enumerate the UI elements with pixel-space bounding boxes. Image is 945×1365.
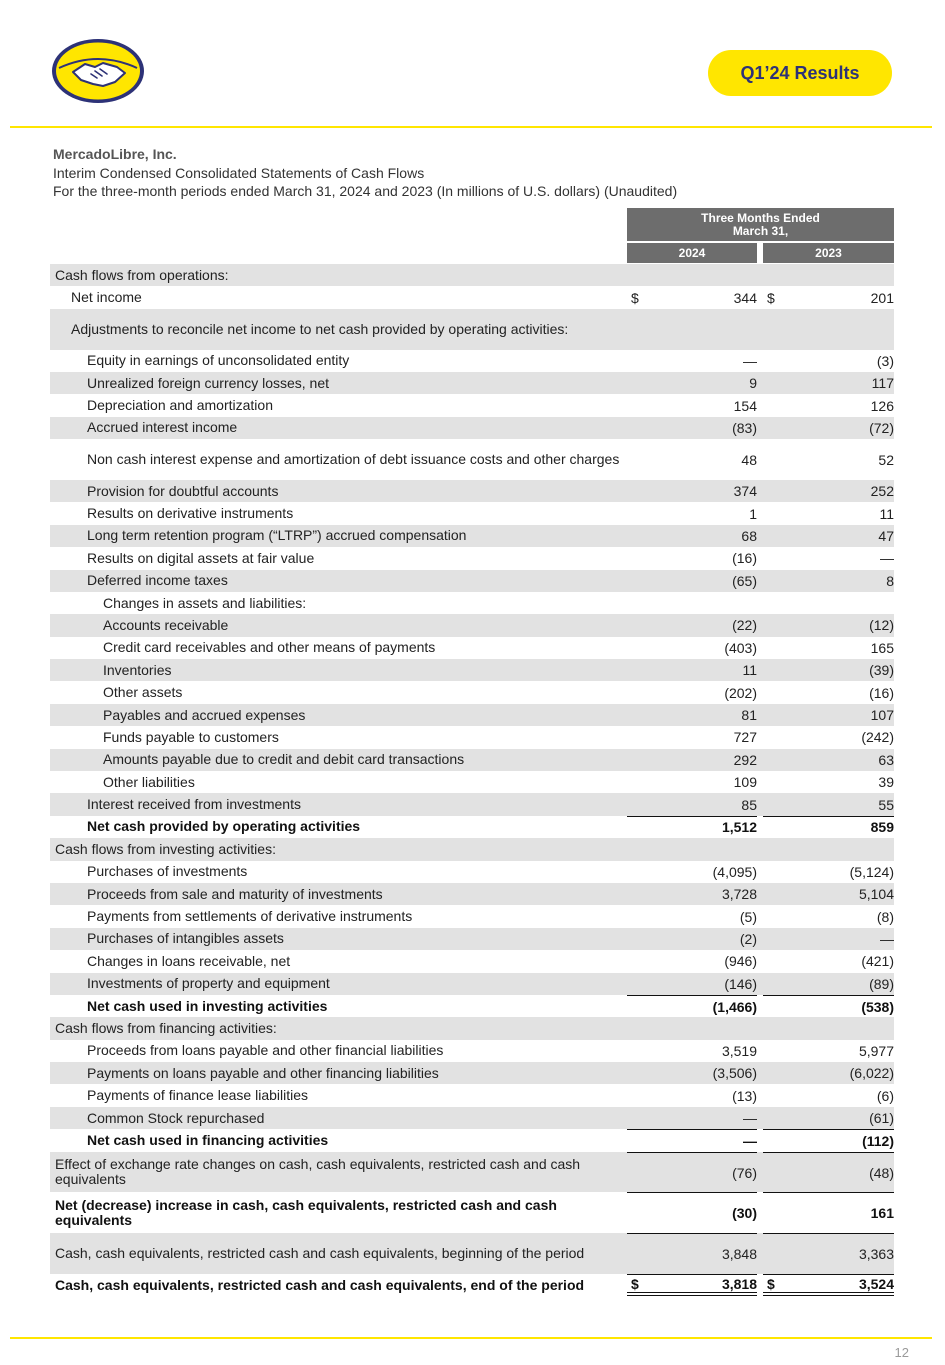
- value-2023-cell: [763, 883, 894, 905]
- value-2024: 48: [741, 451, 757, 468]
- value-2023: 252: [870, 483, 894, 500]
- row-label: Common Stock repurchased: [87, 1109, 265, 1126]
- value-2023-cell: [763, 905, 894, 927]
- value-2024: 1: [749, 505, 757, 522]
- value-2024-cell: [627, 838, 757, 860]
- value-2023-cell: [763, 950, 894, 972]
- value-2024-cell: [627, 883, 757, 905]
- table-row: [50, 771, 894, 793]
- table-row: [50, 1017, 894, 1039]
- row-label: Purchases of investments: [87, 863, 248, 880]
- value-2023: 52: [878, 451, 894, 468]
- value-2024-cell: [627, 637, 757, 659]
- currency-symbol: $: [631, 289, 639, 306]
- value-2024: (13): [732, 1087, 757, 1104]
- value-2023-cell: [763, 749, 894, 771]
- table-row: [50, 883, 894, 905]
- value-2023: (242): [861, 729, 894, 746]
- value-2024-cell: [627, 659, 757, 681]
- value-2024: 109: [733, 774, 757, 791]
- currency-symbol: $: [631, 1275, 639, 1292]
- table-row: [50, 973, 894, 995]
- value-2023: —: [880, 550, 894, 567]
- value-2023: (61): [869, 1110, 894, 1127]
- value-2024: —: [743, 1110, 757, 1127]
- row-label: Amounts payable due to credit and debit card transactions: [103, 751, 465, 768]
- value-2023-cell: [763, 816, 894, 838]
- year-2024-header: 2024: [627, 243, 757, 263]
- value-2023-cell: [763, 973, 894, 995]
- row-label: Cash, cash equivalents, restricted cash and cash equivalents, beginning of the period: [55, 1245, 585, 1262]
- value-2024-cell: [627, 547, 757, 569]
- value-2024-cell: [627, 525, 757, 547]
- period-line-2: March 31,: [732, 223, 789, 238]
- value-2023-cell: [763, 1192, 894, 1233]
- row-label: Cash flows from financing activities:: [55, 1020, 277, 1036]
- value-2024-cell: [627, 592, 757, 614]
- table-row: [50, 394, 894, 416]
- row-label: Long term retention program (“LTRP”) accrued compensation: [87, 527, 467, 544]
- row-label: Net income: [71, 289, 142, 306]
- mercadolibre-logo: [51, 38, 145, 104]
- table-row: [50, 502, 894, 524]
- table-row: [50, 726, 894, 748]
- value-2024-cell: [627, 614, 757, 636]
- table-row: [50, 950, 894, 972]
- value-2024-cell: [627, 905, 757, 927]
- currency-symbol: $: [767, 289, 775, 306]
- row-label: Proceeds from loans payable and other financial liabilities: [87, 1042, 444, 1059]
- value-2023: 107: [870, 707, 894, 724]
- value-2024-cell: [627, 309, 757, 350]
- row-label: Payments from settlements of derivative instruments: [87, 908, 413, 925]
- value-2023: (6,022): [849, 1065, 894, 1082]
- value-2023-cell: [763, 861, 894, 883]
- table-row: [50, 861, 894, 883]
- value-2024: 1,512: [721, 819, 757, 836]
- value-2023-cell: [763, 372, 894, 394]
- value-2024-cell: [627, 1233, 757, 1274]
- table-row: [50, 1040, 894, 1062]
- value-2023-cell: [763, 659, 894, 681]
- table-row: [50, 749, 894, 771]
- value-2024-cell: [627, 771, 757, 793]
- value-2024-cell: [627, 749, 757, 771]
- value-2023: 165: [870, 639, 894, 656]
- value-2024: (2): [739, 930, 757, 947]
- value-2024: (146): [724, 975, 757, 992]
- value-2023: (5,124): [849, 863, 894, 880]
- value-2023-cell: [763, 637, 894, 659]
- value-2023-cell: [763, 1107, 894, 1129]
- value-2024: (202): [724, 684, 757, 701]
- value-2024: 344: [733, 289, 757, 306]
- value-2023: 859: [870, 819, 894, 836]
- value-2023: (8): [876, 908, 894, 925]
- row-label: Credit card receivables and other means of payments: [103, 639, 436, 656]
- value-2024-cell: [627, 681, 757, 703]
- value-2023: 3,363: [858, 1246, 894, 1263]
- row-label: Results on derivative instruments: [87, 505, 294, 522]
- value-2023-cell: [763, 525, 894, 547]
- row-label: Changes in loans receivable, net: [87, 952, 291, 969]
- row-label: Results on digital assets at fair value: [87, 549, 315, 566]
- value-2023: (12): [869, 617, 894, 634]
- row-label: Funds payable to customers: [103, 728, 279, 745]
- value-2023: 63: [878, 751, 894, 768]
- value-2023-cell: [763, 570, 894, 592]
- row-label: Payments of finance lease liabilities: [87, 1087, 309, 1104]
- value-2024: 81: [741, 707, 757, 724]
- value-2023: (89): [869, 975, 894, 992]
- value-2024-cell: [627, 1040, 757, 1062]
- row-label: Accounts receivable: [103, 616, 229, 633]
- value-2023: (48): [869, 1164, 894, 1181]
- row-label: Adjustments to reconcile net income to net cash provided by operating activities:: [71, 320, 569, 337]
- value-2023-cell: [763, 681, 894, 703]
- value-2024: 727: [733, 729, 757, 746]
- value-2023-cell: [763, 928, 894, 950]
- value-2023-cell: [763, 417, 894, 439]
- page-number: 12: [894, 1345, 909, 1360]
- table-row: [50, 309, 894, 350]
- value-2024: (76): [732, 1164, 757, 1181]
- value-2023-cell: [763, 1233, 894, 1274]
- value-2023: (39): [869, 662, 894, 679]
- value-2023: (421): [861, 953, 894, 970]
- row-label: Payments on loans payable and other financing liabilities: [87, 1064, 439, 1081]
- value-2023: 11: [879, 505, 894, 522]
- row-label: Equity in earnings of unconsolidated entity: [87, 352, 350, 369]
- value-2024: (3,506): [712, 1065, 757, 1082]
- row-label: Payables and accrued expenses: [103, 706, 306, 723]
- value-2024-cell: [627, 1017, 757, 1039]
- value-2023: 201: [870, 289, 894, 306]
- table-row: [50, 838, 894, 860]
- value-2024-cell: [627, 1274, 757, 1296]
- table-row: [50, 681, 894, 703]
- value-2024-cell: [627, 973, 757, 995]
- value-2024: 11: [742, 662, 757, 679]
- row-label: Unrealized foreign currency losses, net: [87, 374, 330, 391]
- value-2023-cell: [763, 394, 894, 416]
- value-2024-cell: [627, 1062, 757, 1084]
- value-2024: 68: [741, 527, 757, 544]
- row-label: Cash flows from operations:: [55, 266, 229, 283]
- row-label: Accrued interest income: [87, 419, 238, 436]
- value-2024-cell: [627, 704, 757, 726]
- value-2024: (83): [732, 419, 757, 436]
- value-2023: (3): [876, 352, 894, 369]
- value-2023-cell: [763, 704, 894, 726]
- value-2024-cell: [627, 570, 757, 592]
- row-label: Net cash used in investing activities: [87, 997, 328, 1014]
- value-2024-cell: [627, 928, 757, 950]
- value-2024: (1,466): [712, 998, 757, 1015]
- value-2023-cell: [763, 286, 894, 308]
- table-row: [50, 264, 894, 286]
- value-2024: 9: [749, 375, 757, 392]
- company-name: MercadoLibre, Inc.: [53, 146, 177, 162]
- row-label: Depreciation and amortization: [87, 397, 273, 414]
- value-2024-cell: [627, 1152, 757, 1193]
- value-2023-cell: [763, 793, 894, 815]
- row-label: Inventories: [103, 661, 172, 678]
- value-2024-cell: [627, 726, 757, 748]
- value-2023-cell: [763, 264, 894, 286]
- value-2024: (4,095): [712, 863, 757, 880]
- value-2024: (946): [724, 953, 757, 970]
- value-2023: 126: [870, 397, 894, 414]
- row-label: Effect of exchange rate changes on cash, cash equivalents, restricted cash and cash equivalents: [55, 1156, 581, 1188]
- value-2024-cell: [627, 1107, 757, 1129]
- value-2023-cell: [763, 838, 894, 860]
- row-label: Other liabilities: [103, 773, 195, 790]
- row-label: Interest received from investments: [87, 796, 301, 813]
- top-divider: [10, 126, 932, 128]
- value-2024: 3,848: [721, 1246, 757, 1263]
- value-2024-cell: [627, 1129, 757, 1151]
- table-row: [50, 1129, 894, 1151]
- table-row: [50, 1274, 894, 1296]
- statement-titles: [53, 145, 677, 201]
- table-row: [50, 905, 894, 927]
- value-2023: 5,104: [858, 886, 894, 903]
- value-2024: 154: [733, 397, 757, 414]
- value-2024-cell: [627, 861, 757, 883]
- table-row: [50, 547, 894, 569]
- value-2023-cell: [763, 502, 894, 524]
- value-2024: (5): [739, 908, 757, 925]
- table-row: [50, 637, 894, 659]
- value-2024: —: [743, 352, 757, 369]
- value-2024: 374: [733, 483, 757, 500]
- value-2024-cell: [627, 1192, 757, 1233]
- value-2023: 55: [878, 796, 894, 813]
- value-2023-cell: [763, 1017, 894, 1039]
- table-row: [50, 286, 894, 308]
- value-2023-cell: [763, 771, 894, 793]
- value-2024: (16): [732, 550, 757, 567]
- row-label: Proceeds from sale and maturity of investments: [87, 885, 383, 902]
- value-2024-cell: [627, 350, 757, 372]
- row-label: Net cash provided by operating activities: [87, 818, 361, 835]
- value-2023-cell: [763, 995, 894, 1017]
- row-label: Deferred income taxes: [87, 572, 228, 589]
- value-2024: 3,728: [721, 886, 757, 903]
- row-label: Investments of property and equipment: [87, 975, 330, 992]
- value-2024: (22): [732, 617, 757, 634]
- table-row: [50, 704, 894, 726]
- value-2023: —: [880, 930, 894, 947]
- table-row: [50, 592, 894, 614]
- table-row: [50, 816, 894, 838]
- table-row: [50, 1192, 894, 1233]
- results-badge: Q1’24 Results: [708, 50, 892, 96]
- table-row: [50, 372, 894, 394]
- value-2024-cell: [627, 264, 757, 286]
- value-2023-cell: [763, 1129, 894, 1151]
- value-2024-cell: [627, 995, 757, 1017]
- value-2023-cell: [763, 1152, 894, 1193]
- value-2023-cell: [763, 1274, 894, 1296]
- table-row: [50, 793, 894, 815]
- value-2023: (538): [861, 998, 894, 1015]
- row-label: Other assets: [103, 684, 183, 701]
- value-2024-cell: [627, 502, 757, 524]
- table-row: [50, 614, 894, 636]
- value-2024: (403): [724, 639, 757, 656]
- row-label: Non cash interest expense and amortization of debt issuance costs and other charges: [87, 451, 620, 468]
- value-2024: —: [743, 1132, 757, 1149]
- row-label: Cash, cash equivalents, restricted cash and cash equivalents, end of the period: [55, 1276, 585, 1293]
- cash-flow-table: [50, 264, 894, 1296]
- table-row: [50, 525, 894, 547]
- table-row: [50, 1084, 894, 1106]
- value-2024: 3,818: [721, 1275, 757, 1292]
- table-row: [50, 995, 894, 1017]
- table-row: [50, 928, 894, 950]
- row-label: Provision for doubtful accounts: [87, 482, 279, 499]
- currency-symbol: $: [767, 1275, 775, 1292]
- table-row: [50, 570, 894, 592]
- table-row: [50, 1233, 894, 1274]
- value-2024: 3,519: [721, 1042, 757, 1059]
- value-2023: 117: [871, 375, 894, 392]
- row-label: Changes in assets and liabilities:: [103, 594, 307, 611]
- value-2023: 3,524: [858, 1275, 894, 1292]
- column-header: [627, 208, 894, 263]
- table-row: [50, 1062, 894, 1084]
- table-row: [50, 439, 894, 480]
- table-row: [50, 417, 894, 439]
- table-row: [50, 480, 894, 502]
- value-2023: (6): [876, 1087, 894, 1104]
- value-2024: 85: [741, 796, 757, 813]
- row-label: Net (decrease) increase in cash, cash equivalents, restricted cash and cash equivalents: [55, 1196, 557, 1228]
- value-2023-cell: [763, 547, 894, 569]
- value-2024-cell: [627, 793, 757, 815]
- table-row: [50, 659, 894, 681]
- value-2023-cell: [763, 1084, 894, 1106]
- value-2023-cell: [763, 350, 894, 372]
- value-2024-cell: [627, 439, 757, 480]
- value-2024-cell: [627, 286, 757, 308]
- value-2023-cell: [763, 1062, 894, 1084]
- table-row: [50, 1152, 894, 1193]
- value-2023-cell: [763, 480, 894, 502]
- value-2024: (30): [732, 1205, 757, 1222]
- value-2024: 292: [733, 751, 757, 768]
- value-2023: 47: [878, 527, 894, 544]
- year-2023-header: 2023: [763, 243, 894, 263]
- value-2023-cell: [763, 1040, 894, 1062]
- value-2023: 5,977: [858, 1042, 894, 1059]
- row-label: Cash flows from investing activities:: [55, 840, 276, 857]
- value-2023: 161: [870, 1205, 894, 1222]
- statement-title: Interim Condensed Consolidated Statements of Cash Flows: [53, 164, 425, 181]
- value-2023-cell: [763, 592, 894, 614]
- value-2023: (16): [869, 684, 894, 701]
- bottom-divider: [10, 1337, 932, 1339]
- value-2023-cell: [763, 439, 894, 480]
- value-2023-cell: [763, 614, 894, 636]
- table-row: [50, 350, 894, 372]
- value-2024-cell: [627, 1084, 757, 1106]
- row-label: Purchases of intangibles assets: [87, 930, 284, 947]
- value-2024-cell: [627, 417, 757, 439]
- value-2023-cell: [763, 726, 894, 748]
- value-2023: (72): [869, 419, 894, 436]
- row-label: Net cash used in financing activities: [87, 1131, 329, 1148]
- value-2024-cell: [627, 394, 757, 416]
- value-2023: 8: [886, 572, 894, 589]
- period-header: [627, 208, 894, 241]
- value-2024: (65): [732, 572, 757, 589]
- statement-period: For the three-month periods ended March 31, 2024 and 2023 (In millions of U.S. dollars) (Unaudited): [53, 183, 678, 199]
- value-2024-cell: [627, 816, 757, 838]
- value-2024-cell: [627, 480, 757, 502]
- value-2023: (112): [862, 1132, 894, 1149]
- value-2023-cell: [763, 309, 894, 350]
- period-line-1: Three Months Ended: [701, 210, 820, 225]
- value-2023: 39: [878, 774, 894, 791]
- value-2024-cell: [627, 950, 757, 972]
- value-2024-cell: [627, 372, 757, 394]
- table-row: [50, 1107, 894, 1129]
